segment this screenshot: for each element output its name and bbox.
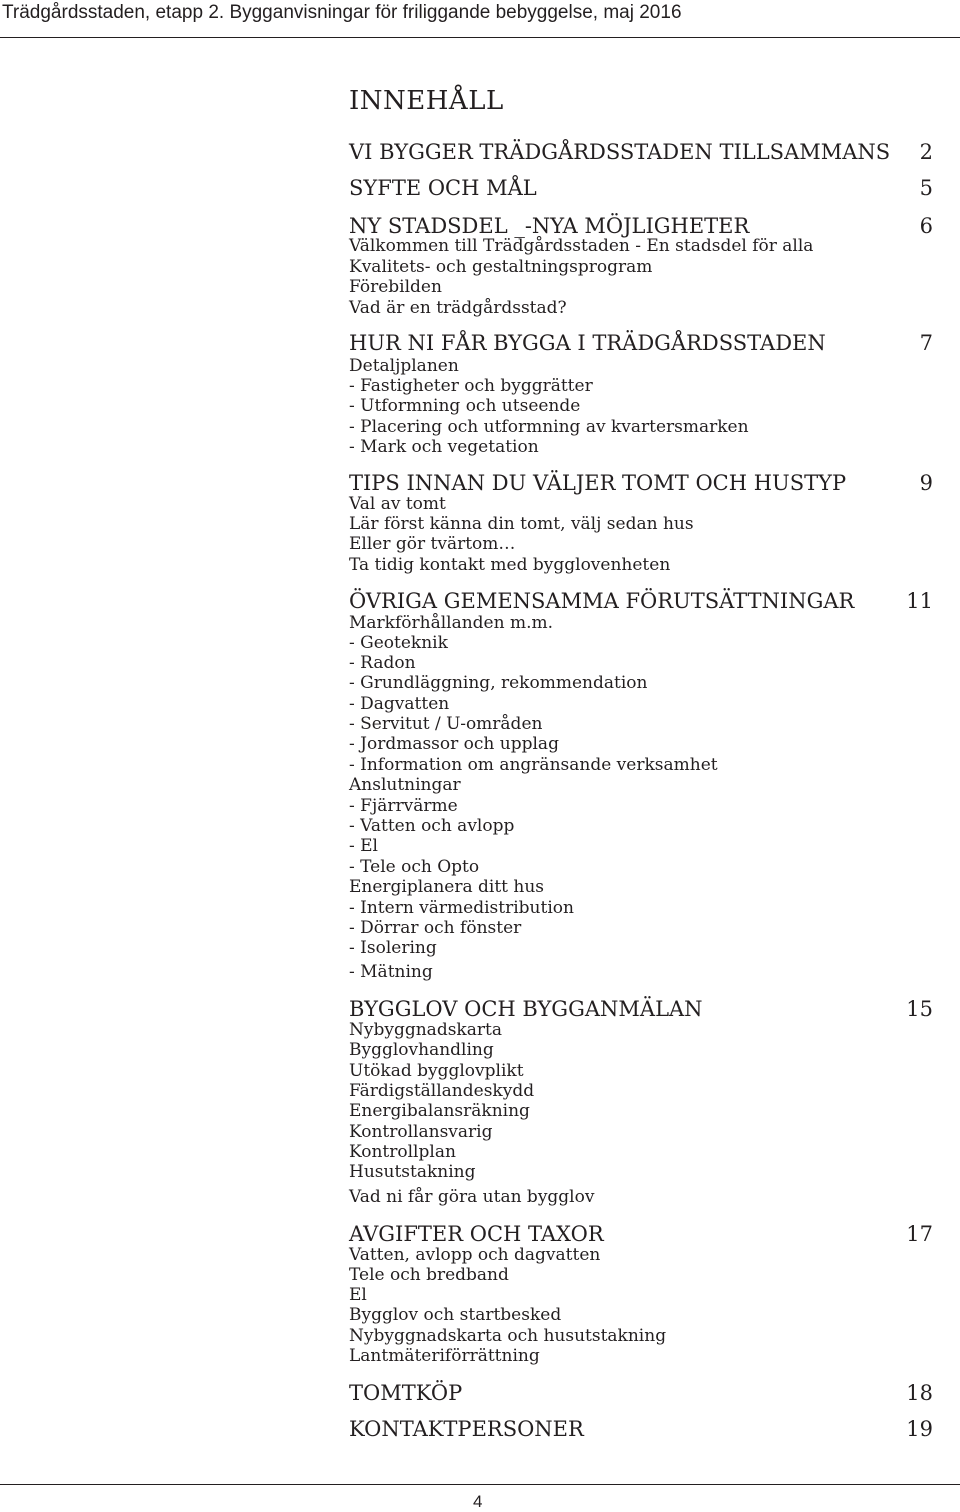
toc-item: Lantmäteriförrättning — [349, 1346, 540, 1366]
toc-item: Bygglovhandling — [349, 1040, 494, 1060]
toc-item: - Grundläggning, rekommendation — [349, 673, 648, 693]
toc-heading — [349, 997, 947, 1021]
toc-item: - Fastigheter och byggrätter — [349, 376, 593, 396]
toc-item: Vad ni får göra utan bygglov — [349, 1187, 595, 1207]
toc-page-number: 6 — [919, 214, 933, 238]
toc-item: - Mätning — [349, 962, 433, 982]
toc-item: Markförhållanden m.m. — [349, 613, 554, 633]
toc-item: - Geoteknik — [349, 633, 448, 653]
toc-item: Detaljplanen — [349, 356, 459, 376]
toc-item: Ta tidig kontakt med bygglovenheten — [349, 555, 671, 575]
toc-item: Förebilden — [349, 277, 442, 297]
toc-item: Husutstakning — [349, 1162, 476, 1182]
toc-page-number: 9 — [919, 471, 933, 495]
toc-item: Nybyggnadskarta och husutstakning — [349, 1326, 667, 1346]
toc-page-number: 19 — [906, 1417, 933, 1441]
toc-item: - Placering och utformning av kvartersmarken — [349, 417, 749, 437]
toc-page-number: 7 — [919, 331, 933, 355]
page-number: 4 — [473, 1492, 483, 1511]
toc-heading — [349, 176, 947, 200]
toc-item: - Utformning och utseende — [349, 396, 581, 416]
toc-heading — [349, 331, 947, 355]
toc-heading-text: VI BYGGER TRÄDGÅRDSSTADEN TILLSAMMANS — [349, 140, 891, 164]
toc-page-number: 2 — [919, 140, 933, 164]
toc-item: - Radon — [349, 653, 416, 673]
toc-item: Nybyggnadskarta — [349, 1020, 502, 1040]
toc-item: Utökad bygglovplikt — [349, 1061, 524, 1081]
toc-item: Eller gör tvärtom… — [349, 534, 516, 554]
footer-divider — [0, 1484, 960, 1485]
toc-item: Vad är en trädgårdsstad? — [349, 298, 567, 318]
toc-page-number: 17 — [906, 1222, 933, 1246]
toc-item: Anslutningar — [349, 775, 461, 795]
toc-item: - Fjärrvärme — [349, 796, 458, 816]
toc-item: Kontrollplan — [349, 1142, 456, 1162]
toc-page-number: 11 — [906, 589, 933, 613]
toc-heading-text: KONTAKTPERSONER — [349, 1417, 584, 1441]
toc-item: - Servitut / U-områden — [349, 714, 543, 734]
toc-item: - Dagvatten — [349, 694, 450, 714]
toc-heading-text: BYGGLOV OCH BYGGANMÄLAN — [349, 997, 703, 1021]
toc-page-number: 5 — [919, 176, 933, 200]
toc-heading — [349, 471, 947, 495]
toc-item: Vatten, avlopp och dagvatten — [349, 1245, 601, 1265]
page-header — [0, 0, 960, 38]
toc-item: - Isolering — [349, 938, 437, 958]
toc-heading — [349, 1222, 947, 1246]
toc-heading-text: HUR NI FÅR BYGGA I TRÄDGÅRDSSTADEN — [349, 331, 826, 355]
toc-heading-text: TIPS INNAN DU VÄLJER TOMT OCH HUSTYP — [349, 471, 847, 495]
toc-heading-text: AVGIFTER OCH TAXOR — [349, 1222, 604, 1246]
toc-item: - Vatten och avlopp — [349, 816, 515, 836]
toc-item: Välkommen till Trädgårdsstaden - En stadsdel för alla — [349, 236, 814, 256]
toc-item: Färdigställandeskydd — [349, 1081, 535, 1101]
toc-item: Val av tomt — [349, 494, 446, 514]
toc-item: Lär först känna din tomt, välj sedan hus — [349, 514, 694, 534]
toc-item: - Intern värmedistribution — [349, 898, 574, 918]
toc-heading — [349, 589, 947, 613]
toc-heading — [349, 1417, 947, 1441]
toc-page-number: 18 — [906, 1381, 933, 1405]
toc-item: - Jordmassor och upplag — [349, 734, 559, 754]
toc-title: INNEHÅLL — [349, 86, 504, 116]
header-divider — [0, 37, 960, 38]
toc-item: Kvalitets- och gestaltningsprogram — [349, 257, 653, 277]
toc-item: - Information om angränsande verksamhet — [349, 755, 718, 775]
toc-heading — [349, 1381, 947, 1405]
toc-heading — [349, 214, 947, 238]
toc-heading-text: NY STADSDEL _-NYA MÖJLIGHETER — [349, 214, 750, 238]
toc-item: Kontrollansvarig — [349, 1122, 493, 1142]
toc-item: - Dörrar och fönster — [349, 918, 522, 938]
toc-item: Bygglov och startbesked — [349, 1305, 562, 1325]
toc-page-number: 15 — [906, 997, 933, 1021]
toc-item: - Tele och Opto — [349, 857, 480, 877]
toc-item: Tele och bredband — [349, 1265, 509, 1285]
header-title: Trädgårdsstaden, etapp 2. Bygganvisningar för friliggande bebyggelse, maj 2016 — [2, 2, 682, 23]
toc-heading-text: SYFTE OCH MÅL — [349, 176, 537, 200]
toc-item: - El — [349, 836, 378, 856]
toc-item: El — [349, 1285, 367, 1305]
toc-heading — [349, 140, 947, 164]
toc-heading-text: ÖVRIGA GEMENSAMMA FÖRUTSÄTTNINGAR — [349, 589, 855, 613]
toc-item: Energibalansräkning — [349, 1101, 530, 1121]
toc-item: Energiplanera ditt hus — [349, 877, 545, 897]
toc-item: - Mark och vegetation — [349, 437, 539, 457]
toc-heading-text: TOMTKÖP — [349, 1381, 463, 1405]
